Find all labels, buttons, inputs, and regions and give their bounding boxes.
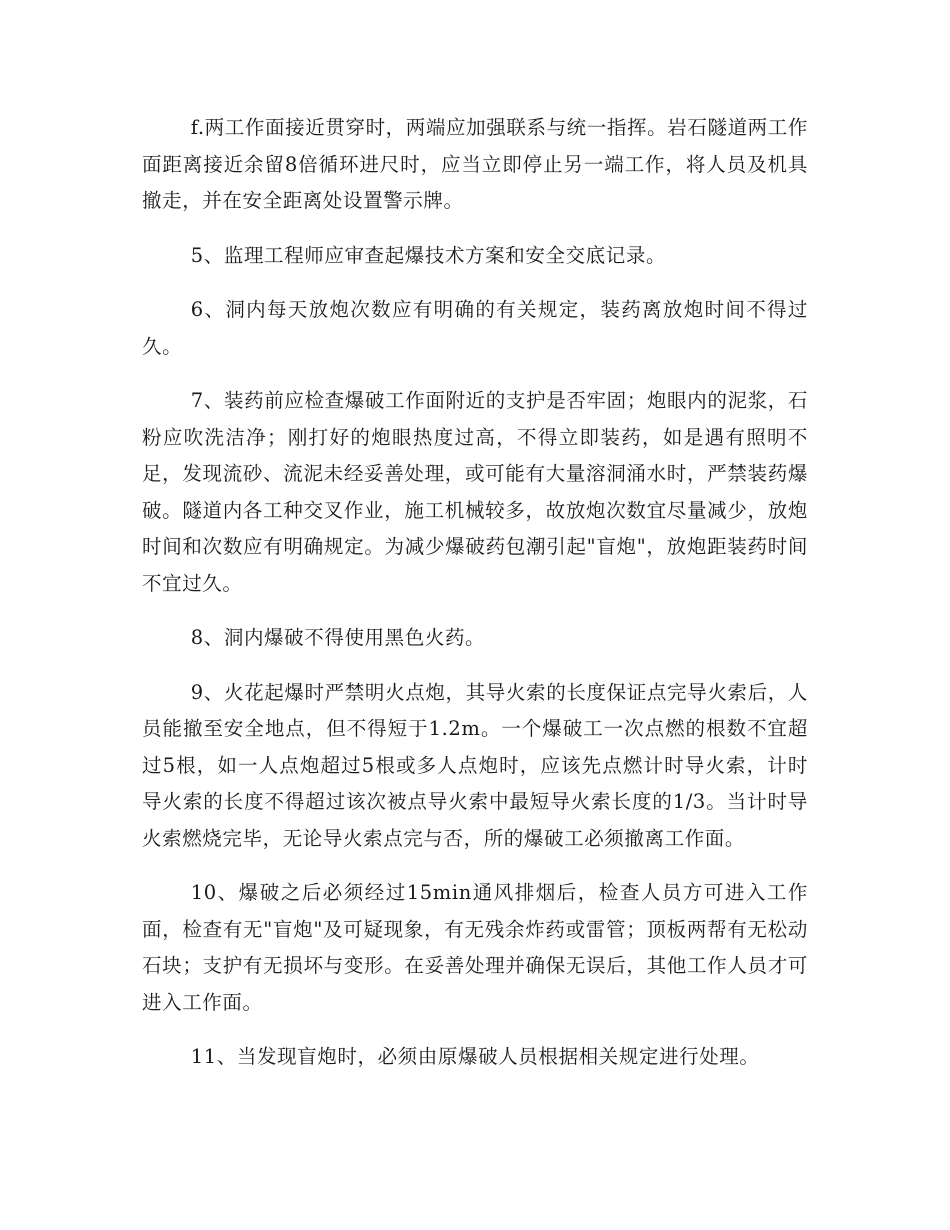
- document-body: [142, 110, 808, 1094]
- paragraph-f-breakthrough: f.两工作面接近贯穿时，两端应加强联系与统一指挥。岩石隧道两工作面距离接近余留8倍循环进尺时，应当立即停止另一端工作，将人员及机具撤走，并在安全距离处设置警示牌。: [142, 116, 808, 212]
- paragraph-8-black-powder: 8、洞内爆破不得使用黑色火药。: [190, 626, 486, 649]
- paragraph-6-blast-frequency: 6、洞内每天放炮次数应有明确的有关规定，装药离放炮时间不得过久。: [142, 298, 808, 358]
- paragraph-9-fuse-ignition: 9、火花起爆时严禁明火点炮，其导火索的长度保证点完导火索后，人员能撤至安全地点，但不得短于1.2m。一个爆破工一次点燃的根数不宜超过5根，如一人点炮超过5根或多人点炮时，应该先点燃计时导火索，计时导火索的长度不得超过该次被点导火索中最短导火索长度的1/3。当计时导火索燃烧完毕，无论导火索点完与否，所的爆破工必须撤离工作面。: [142, 680, 808, 850]
- paragraph-5-supervision: 5、监理工程师应审查起爆技术方案和安全交底记录。: [190, 243, 667, 267]
- paragraph-10-ventilation: 10、爆破之后必须经过15min通风排烟后，检查人员方可进入工作面，检查有无"盲炮"及可疑现象，有无残余炸药或雷管；顶板两帮有无松动石块；支护有无损坏与变形。在妥善处理并确保无误后，其他工作人员才可进入工作面。: [142, 881, 808, 1014]
- paragraph-11-misfire: 11、当发现盲炮时，必须由原爆破人员根据相关规定进行处理。: [190, 1045, 760, 1068]
- paragraph-7-charging: 7、装药前应检查爆破工作面附近的支护是否牢固；炮眼内的泥浆，石粉应吹洗洁净；刚打好的炮眼热度过高，不得立即装药，如是遇有照明不足，发现流砂、流泥未经妥善处理，或可能有大量溶洞涌水时，严禁装药爆破。隧道内各工种交叉作业，施工机械较多，故放炮次数宜尽量减少，放炮时间和次数应有明确规定。为减少爆破药包潮引起"盲炮"，放炮距装药时间不宜过久。: [142, 389, 808, 595]
